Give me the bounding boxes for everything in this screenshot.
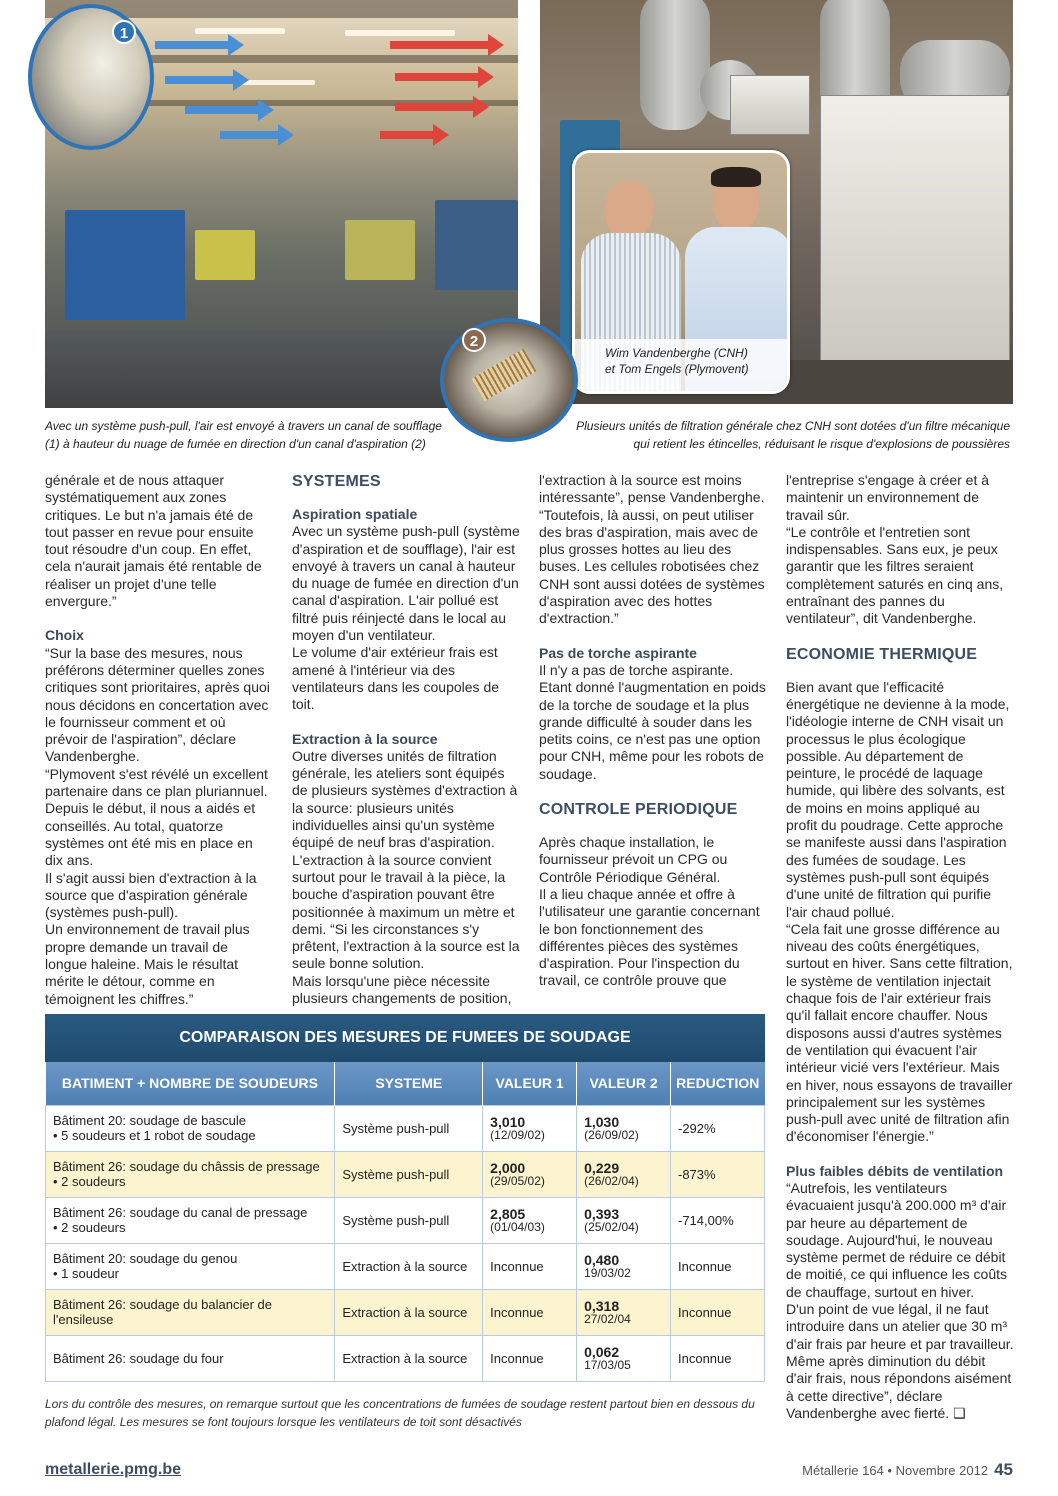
subheading: Extraction à la source	[292, 730, 438, 747]
caption-line: Avec un système push-pull, l'air est envoyé à travers un canal de soufflage	[45, 419, 442, 433]
cell-valeur1: Inconnue	[483, 1289, 577, 1335]
cell-systeme: Extraction à la source	[335, 1243, 483, 1289]
portrait-photo	[572, 150, 790, 394]
comparison-table	[45, 1014, 765, 1382]
cell-batiment	[46, 1151, 335, 1197]
subheading: Aspiration spatiale	[292, 506, 418, 522]
paragraph: l'entreprise s'engage à créer et à maintenir un environnement de travail sûr.	[786, 472, 990, 523]
soudeurs-text: • 5 soudeurs et 1 robot de soudage	[53, 1128, 256, 1143]
cell-systeme: Système push-pull	[335, 1105, 483, 1151]
cell-reduction: Inconnue	[671, 1335, 765, 1381]
machine	[65, 210, 185, 320]
table-title: COMPARAISON DES MESURES DE FUMEES DE SOUDAGE	[45, 1014, 765, 1062]
value: 2,000	[490, 1159, 526, 1176]
value-date: (01/04/03)	[490, 1219, 545, 1234]
cell-systeme: Extraction à la source	[335, 1289, 483, 1335]
batiment-text: Bâtiment 26: soudage du canal de pressage	[53, 1205, 308, 1220]
subheading-choix: Choix	[45, 627, 84, 644]
section-heading-systemes: SYSTEMES	[292, 473, 381, 490]
value-date: 17/03/05	[584, 1357, 631, 1372]
cell-reduction: -714,00%	[671, 1197, 765, 1243]
cell-systeme: Système push-pull	[335, 1151, 483, 1197]
cell-reduction: Inconnue	[671, 1289, 765, 1335]
section-heading-economie: ECONOMIE THERMIQUE	[786, 645, 978, 663]
value: 2,805	[490, 1205, 526, 1222]
cell-systeme: Système push-pull	[335, 1197, 483, 1243]
value: 0,229	[584, 1159, 620, 1176]
soudeurs-text: • 1 soudeur	[53, 1266, 119, 1281]
machine	[345, 220, 415, 280]
filter-unit	[730, 75, 810, 135]
paragraph: Il s'agit aussi bien d'extraction à la source que d'aspiration générale (systèmes push-pull).	[45, 869, 257, 921]
paragraph: “Plymovent s'est révélé un excellent partenaire dans ce plan pluriannuel. Depuis le début, il nous a aidés et conseillés. Au total, quatorze systèmes ont été mis en place en dix ans.	[45, 765, 268, 869]
column-header: REDUCTION	[671, 1062, 765, 1105]
soudeurs-text: • 2 soudeurs	[53, 1174, 126, 1189]
caption-line: Plusieurs unités de filtration générale chez CNH sont dotées d'un filtre mécanique	[576, 419, 1010, 433]
cell-reduction: -873%	[671, 1151, 765, 1197]
caption-line: qui retient les étincelles, réduisant le risque d'explosions de poussières	[633, 437, 1010, 451]
cell-valeur2	[577, 1335, 671, 1381]
paragraph: “Cela fait une grosse différence au niveau des coûts énergétiques, surtout en hiver. Sans cette filtration, le système de ventilation injectait chaque fois de l'air extérieur frais qu'il fallait encore chauffer. Nous disposons aussi d'autres systèmes de ventilation qui évacuent l'air intérieur vicié vers l'extérieur. Mais en hiver, nous essayons de travailler principalement sur les systèmes push-pull avec unité de filtration afin d'économiser l'énergie.”	[786, 920, 1013, 1145]
paragraph: Un environnement de travail plus propre demande un travail de longue haleine. Mais le résultat mérite le détour, comme en témoignent les chiffres.”	[45, 921, 250, 1007]
value-date: (26/09/02)	[584, 1127, 639, 1142]
caption-line: (1) à hauteur du nuage de fumée en direction d'un canal d'aspiration (2)	[45, 437, 426, 451]
suction-grille	[472, 349, 537, 402]
table-row	[46, 1243, 765, 1289]
value-date: 27/02/04	[584, 1311, 631, 1326]
cell-valeur1: Inconnue	[483, 1335, 577, 1381]
table-row	[46, 1105, 765, 1151]
cell-valeur2	[577, 1197, 671, 1243]
subheading: Plus faibles débits de ventilation	[786, 1162, 1004, 1179]
end-mark-icon: ❑	[953, 1404, 966, 1421]
red-arrow	[395, 100, 475, 114]
cell-valeur2	[577, 1151, 671, 1197]
article-column-2	[292, 472, 520, 1007]
paragraph: Après chaque installation, le fournisseur prévoit un CPG ou Contrôle Périodique Général.	[539, 834, 728, 885]
cell-valeur1	[483, 1151, 577, 1197]
value-date: (25/02/04)	[584, 1219, 639, 1234]
paragraph: Le volume d'air extérieur frais est amené à l'intérieur via des ventilateurs dans les coupoles de toit.	[292, 644, 500, 713]
issue-info	[802, 1459, 1013, 1482]
article-column-1	[45, 472, 270, 1008]
cell-reduction: -292%	[671, 1105, 765, 1151]
red-arrow	[395, 70, 480, 84]
column-header: VALEUR 1	[483, 1062, 577, 1105]
batiment-text: Bâtiment 26: soudage du châssis de pressage	[53, 1159, 320, 1174]
cell-batiment: Bâtiment 26: soudage du balancier de l'ensileuse	[46, 1289, 335, 1335]
soudeurs-text: • 2 soudeurs	[53, 1220, 126, 1235]
cell-valeur2	[577, 1243, 671, 1289]
cell-valeur2	[577, 1289, 671, 1335]
column-header: VALEUR 2	[577, 1062, 671, 1105]
blue-arrow	[220, 128, 280, 142]
inset-blowing-duct	[28, 4, 154, 150]
value-date: 19/03/02	[584, 1265, 631, 1280]
cell-batiment: Bâtiment 26: soudage du four	[46, 1335, 335, 1381]
site-link[interactable]: metallerie.pmg.be	[45, 1461, 182, 1478]
paragraph: “Sur la base des mesures, nous préférons déterminer quelles zones critiques sont prioritaires, après quoi nous décidons en concertation avec le fournisseur comment et où prévoir de l'aspiration”, déclare Vandenberghe.	[45, 644, 270, 765]
air-duct	[640, 0, 710, 130]
page-number: 45	[994, 1460, 1013, 1479]
paragraph: générale et de nous attaquer systématiquement aux zones critiques. Le but n'a jamais été de tout passer en revue pour ensuite tout résoudre d'un coup. En effet, cela n'aurait jamais été rentable de réaliser un projet d'une telle envergure.”	[45, 472, 262, 610]
cell-systeme: Extraction à la source	[335, 1335, 483, 1381]
value: 3,010	[490, 1113, 526, 1130]
value-date: (12/09/02)	[490, 1127, 545, 1142]
filter-unit	[820, 95, 1010, 375]
table-row	[46, 1197, 765, 1243]
value: 0,062	[584, 1343, 620, 1360]
paragraph: Il a lieu chaque année et offre à l'utilisateur une garantie concernant le bon fonctionnement des différentes pièces des systèmes d'aspiration. Pour l'inspection du travail, ce contrôle prouve que	[539, 885, 760, 989]
section-heading-controle: CONTROLE PERIODIQUE	[539, 801, 738, 819]
red-arrow	[380, 128, 435, 142]
paragraph: Mais lorsqu'une pièce nécessite plusieurs changements de position,	[292, 972, 512, 1007]
cell-reduction: Inconnue	[671, 1243, 765, 1289]
table-note-line: Lors du contrôle des mesures, on remarque surtout que les concentrations de fumées de soudage restent partout bien en dessous du	[45, 1397, 755, 1411]
badge-number-2: 2	[462, 328, 486, 352]
cell-batiment	[46, 1197, 335, 1243]
blue-arrow	[185, 103, 260, 117]
table-note-line: plafond légal. Les mesures se font toujours lorsque les ventilateurs de toit sont désactivés	[45, 1415, 522, 1429]
cell-batiment	[46, 1243, 335, 1289]
portrait-caption	[575, 339, 787, 391]
column-header: SYSTEME	[335, 1062, 483, 1105]
issue-text: Métallerie 164 • Novembre 2012	[802, 1463, 989, 1478]
red-arrow	[390, 38, 490, 52]
paragraph: Avec un système push-pull (système d'aspiration et de soufflage), l'air est envoyé à travers un canal à hauteur du nuage de fumée en direction d'un canal d'aspiration. L'air pollué est filtré puis réinjecté dans le local au moyen d'un ventilateur.	[292, 523, 520, 644]
blue-arrow	[155, 38, 230, 52]
paragraph-text: D'un point de vue légal, il ne faut introduire dans un atelier que 30 m³ d'air frais par heure et par travailleur. Même après diminution du débit d'air frais, nous répondons aisément à cette directive”, déclare Vandenberghe avec fierté.	[786, 1301, 1014, 1421]
paragraph: l'extraction à la source est moins intéressante”, pense Vandenberghe. “Toutefois, là aussi, on peut utiliser des bras d'aspiration, mais avec de plus grosses hottes au lieu des buses. Les cellules robotisées chez CNH sont aussi dotées de systèmes d'aspiration avec des hottes d'extraction.”	[539, 472, 765, 627]
cell-valeur2	[577, 1105, 671, 1151]
batiment-text: Bâtiment 20: soudage de bascule	[53, 1113, 246, 1128]
column-header: BATIMENT + NOMBRE DE SOUDEURS	[46, 1062, 335, 1105]
cell-valeur1	[483, 1197, 577, 1243]
machine	[435, 200, 518, 290]
paragraph: Bien avant que l'efficacité énergétique ne devienne à la mode, l'idéologie interne de CNH visait un processus le plus écologique possible. Au département de peinture, le procédé de laquage humide, qui libère des solvants, est de moins en moins appliqué au profit du poudrage. Cette approche se manifeste aussi dans l'aspiration des fumées de soudage. Les systèmes push-pull sont équipés d'une unité de filtration qui purifie l'air chaud pollué.	[786, 678, 1010, 920]
cell-batiment	[46, 1105, 335, 1151]
caption-left-photo	[45, 417, 485, 453]
portrait-caption-line: et Tom Engels (Plymovent)	[605, 362, 749, 376]
measurements-table	[45, 1062, 765, 1382]
paragraph: “Autrefois, les ventilateurs évacuaient jusqu'à 200.000 m³ d'air par heure au département de soudage. Aujourd'hui, le nouveau système permet de réduire ce débit de moitié, ce qui influence les coûts de chauffage, surtout en hiver.	[786, 1179, 1008, 1300]
article-column-3	[539, 472, 767, 990]
badge-number-1: 1	[112, 20, 136, 44]
paragraph	[786, 1301, 1014, 1422]
value-date: (29/05/02)	[490, 1173, 545, 1188]
paragraph: “Le contrôle et l'entretien sont indispensables. Sans eux, je peux garantir que les filtres seraient complètement saturés en cinq ans, entraînant des pannes du ventilateur”, dit Vandenberghe.	[786, 523, 1004, 627]
portrait-caption-line: Wim Vandenberghe (CNH)	[605, 346, 748, 360]
value: 0,480	[584, 1251, 620, 1268]
subheading: Pas de torche aspirante	[539, 644, 697, 661]
paragraph: Il n'y a pas de torche aspirante. Etant donné l'augmentation en poids de la torche de soudage et la plus grande difficulté à souder dans les petits coins, ce n'est pas une option pour CNH, même pour les robots de soudage.	[539, 661, 766, 782]
cell-valeur1: Inconnue	[483, 1243, 577, 1289]
table-row	[46, 1335, 765, 1381]
table-note	[45, 1395, 765, 1431]
table-row	[46, 1151, 765, 1197]
value: 0,393	[584, 1205, 620, 1222]
cell-valeur1	[483, 1105, 577, 1151]
paragraph: Outre diverses unités de filtration générale, les ateliers sont équipés de plusieurs systèmes d'extraction à la source: plusieurs unités individuelles ainsi qu'un système équipé de neuf bras d'aspiration. L'extraction à la source convient surtout pour le travail à la pièce, la bouche d'aspiration pouvant être positionnée à maximum un mètre et demi. “Si les circonstances s'y prêtent, l'extraction à la source est la seule bonne solution.	[292, 747, 520, 972]
value: 0,318	[584, 1297, 620, 1314]
blue-arrow	[165, 73, 235, 87]
table-header-row	[46, 1062, 765, 1105]
article-column-4	[786, 472, 1014, 1422]
value: 1,030	[584, 1113, 620, 1130]
batiment-text: Bâtiment 20: soudage du genou	[53, 1251, 238, 1266]
machine	[195, 230, 255, 280]
ceiling-light	[345, 30, 455, 36]
table-row	[46, 1289, 765, 1335]
caption-right-photo	[560, 417, 1010, 453]
value-date: (26/02/04)	[584, 1173, 639, 1188]
